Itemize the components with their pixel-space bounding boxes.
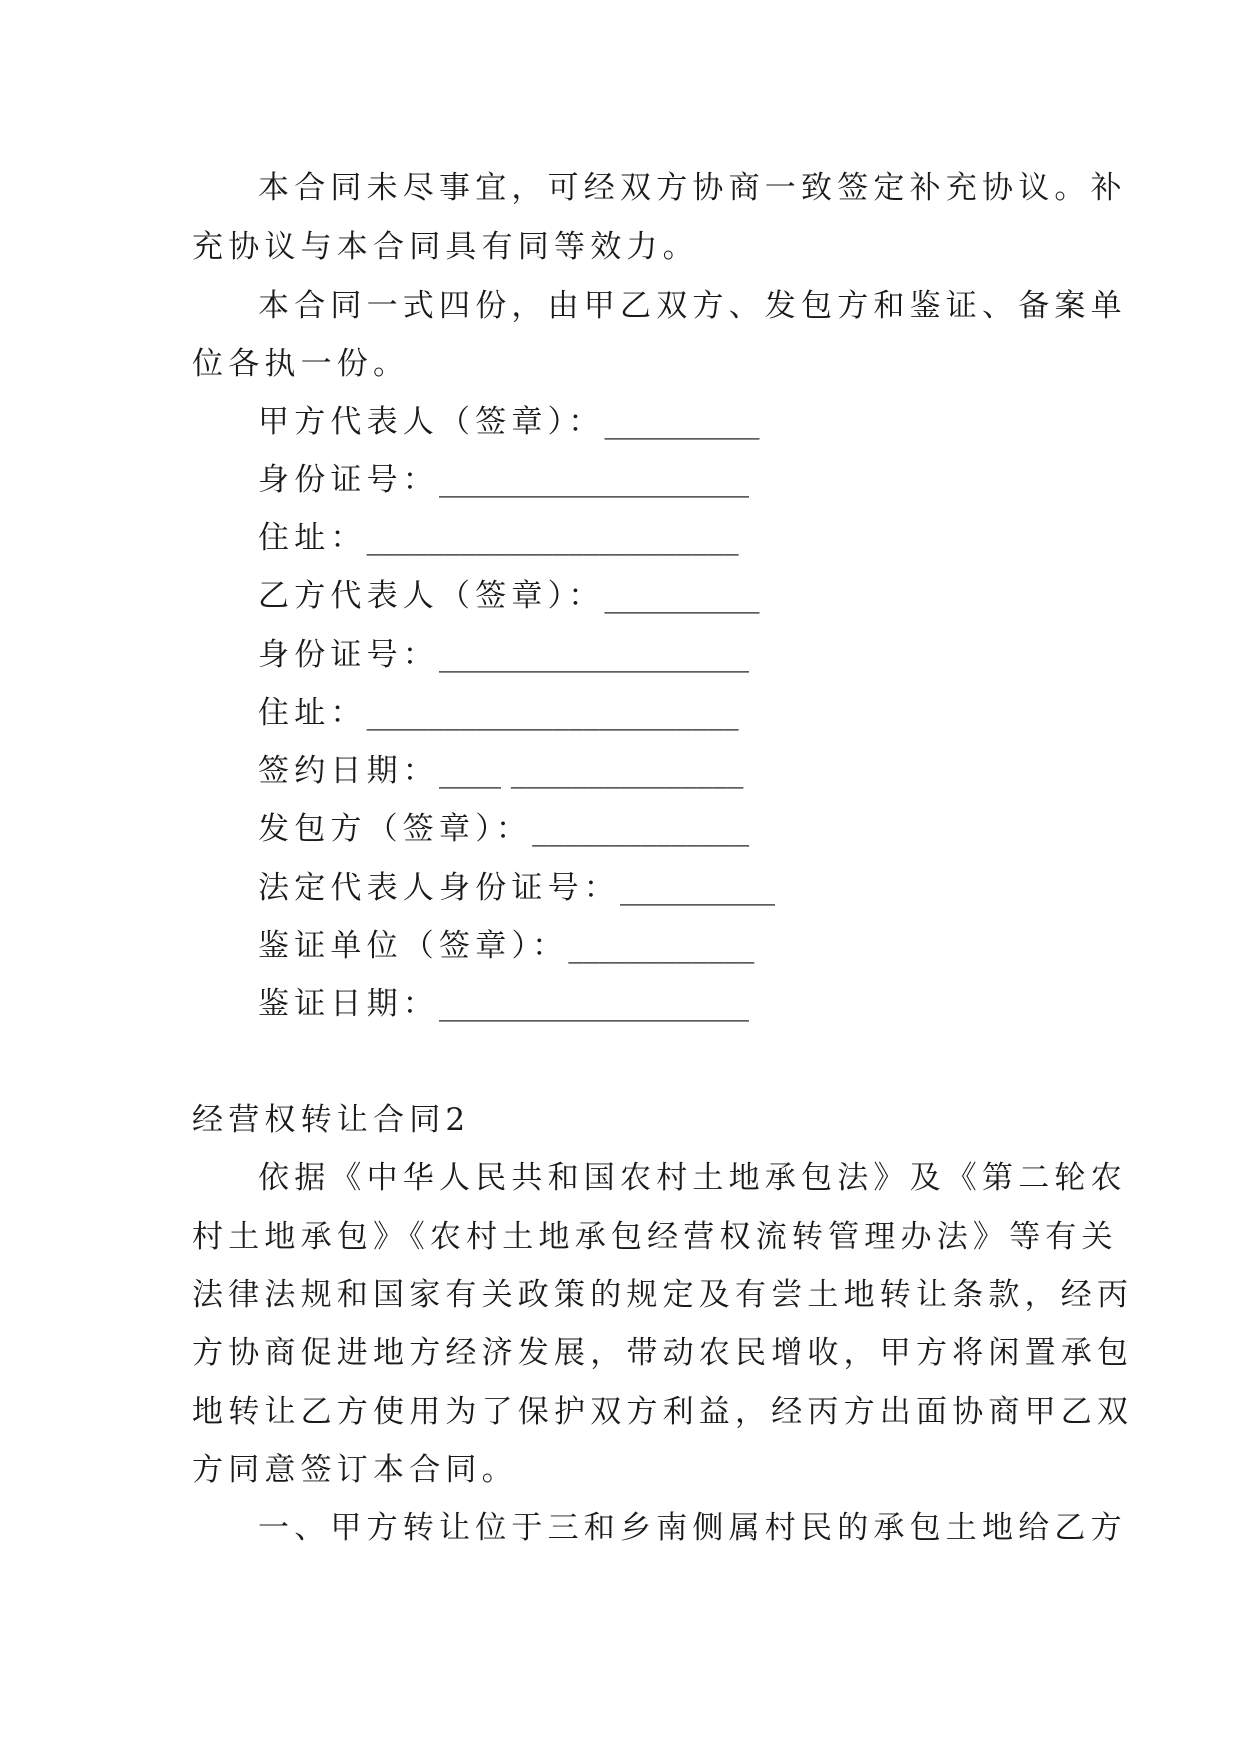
- signature-field-party-a-address: [258, 518, 739, 558]
- field-label: 乙方代表人（签章）：: [258, 578, 605, 614]
- field-label: 法定代表人身份证号：: [258, 870, 620, 906]
- signature-field-party-b-id: [258, 635, 749, 675]
- fill-blank: ________________________: [366, 695, 739, 731]
- signature-field-party-b-address: [258, 693, 739, 733]
- paragraph-line: 方同意签订本合同。: [192, 1452, 518, 1488]
- fill-blank: __________: [604, 404, 760, 440]
- paragraph-line: 位各执一份。: [192, 346, 410, 382]
- field-label: 身份证号：: [258, 637, 439, 673]
- signature-field-party-a-rep: [258, 402, 760, 442]
- field-label: 身份证号：: [258, 462, 439, 498]
- field-label: 甲方代表人（签章）：: [258, 404, 605, 440]
- fill-blank: ______________: [532, 811, 750, 847]
- signature-field-notary-date: [258, 984, 749, 1024]
- paragraph-line: 本合同未尽事宜，可经双方协商一致签定补充协议。补: [258, 170, 1127, 206]
- signature-field-legal-rep-id: [258, 868, 775, 908]
- paragraph-line: 法律法规和国家有关政策的规定及有尝土地转让条款，经丙: [192, 1277, 1134, 1313]
- fill-blank: ____________: [568, 928, 755, 964]
- section-title: 经营权转让合同2: [192, 1102, 471, 1138]
- signature-field-contractor: [258, 809, 749, 849]
- field-label: 住址：: [258, 695, 367, 731]
- field-label: 鉴证单位（签章）：: [258, 928, 569, 964]
- signature-field-party-a-id: [258, 460, 749, 500]
- paragraph-line: 充协议与本合同具有同等效力。: [192, 229, 699, 265]
- fill-blank: ____________________: [439, 637, 749, 673]
- signature-field-party-b-rep: [258, 576, 760, 616]
- fill-blank: ____________________: [439, 462, 749, 498]
- paragraph-line: 村土地承包》《农村土地承包经营权流转管理办法》等有关: [192, 1219, 1118, 1255]
- paragraph-line: 本合同一式四份，由甲乙双方、发包方和鉴证、备案单: [258, 288, 1127, 324]
- field-label: 签约日期：: [258, 753, 439, 789]
- paragraph-line: 依据《中华人民共和国农村土地承包法》及《第二轮农: [258, 1160, 1127, 1196]
- fill-blank: ____________________: [439, 986, 749, 1022]
- field-label: 发包方（签章）：: [258, 811, 533, 847]
- paragraph-line: 方协商促进地方经济发展，带动农民增收，甲方将闲置承包: [192, 1335, 1134, 1371]
- signature-field-notary-unit: [258, 926, 754, 966]
- signature-field-sign-date: [258, 751, 743, 791]
- paragraph-line: 一、甲方转让位于三和乡南侧属村民的承包土地给乙方: [258, 1510, 1127, 1546]
- fill-blank: ________________________: [366, 520, 739, 556]
- fill-blank: __________: [620, 870, 775, 906]
- field-label: 鉴证日期：: [258, 986, 439, 1022]
- field-label: 住址：: [258, 520, 367, 556]
- paragraph-line: 地转让乙方使用为了保护双方利益，经丙方出面协商甲乙双: [192, 1394, 1134, 1430]
- fill-blank: __________: [604, 578, 760, 614]
- fill-blank: ____ _______________: [439, 753, 744, 789]
